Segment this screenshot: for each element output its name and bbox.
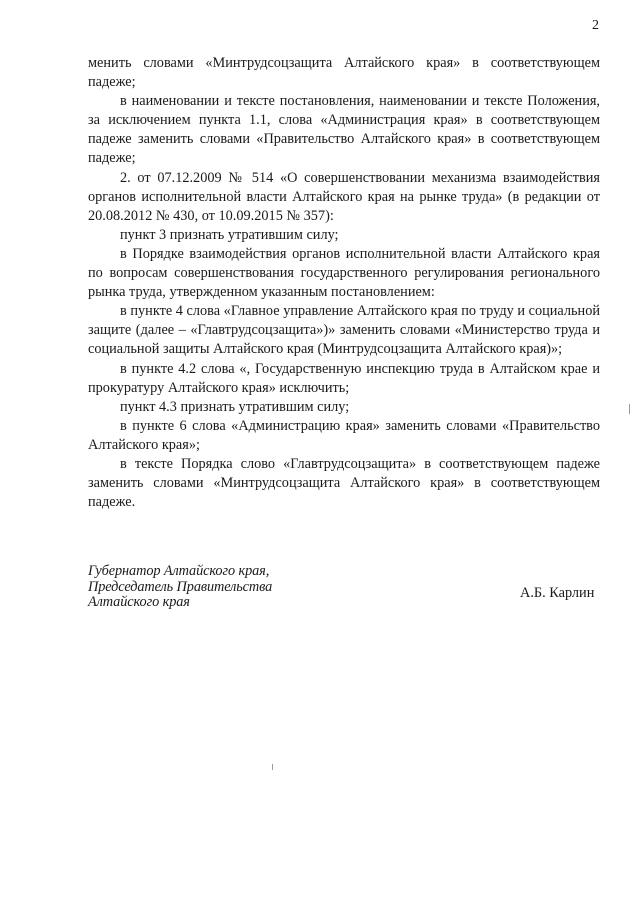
signatory-name: А.Б. Карлин [520,585,595,601]
paragraph: в наименовании и тексте постановления, наименовании и тексте Положения, за исключением пункта 1.1, слова «Администрация края» в соответствующем падеже заменить словами «Правительство Алтайского края» в соответствующем падеже; [88,93,600,167]
paragraph: пункт 4.3 признать утратившим силу; [120,398,350,415]
paragraph: пункт 3 признать утратившим силу; [120,226,339,243]
signature-block [88,564,600,611]
paragraph: 2. от 07.12.2009 № 514 «О совершенствовании механизма взаимодействия органов исполнительной власти Алтайского края на рынке труда» (в редакции от 20.08.2012 № 430, от 10.09.2015 № 357): [88,169,600,224]
signatory-title-line: Губернатор Алтайского края, [88,563,270,579]
document-body [88,54,600,512]
paragraph: в пункте 6 слова «Администрацию края» заменить словами «Правительство Алтайского края»; [88,417,600,453]
paragraph: в тексте Порядка слово «Главтрудсоцзащита» в соответствующем падеже заменить словами «Минтрудсоцзащита Алтайского края» в соответствующем падеже. [88,455,600,511]
signatory-title-line: Алтайского края [88,594,190,610]
paragraph: в пункте 4 слова «Главное управление Алтайского края по труду и социальной защите (далее – «Главтрудсоцзащита»)» заменить словами «Министерство труда и социальной защиты Алтайского края (Минтрудсоцзащита Алтайского края)»; [88,303,600,358]
paragraph: в пункте 4.2 слова «, Государственную инспекцию труда в Алтайском крае и прокуратуру Алтайского края» исключить; [88,360,600,396]
page-number: 2 [592,18,599,33]
scan-speck [629,404,630,414]
scan-speck [272,764,273,770]
paragraph: в Порядке взаимодействия органов исполнительной власти Алтайского края по вопросам совершенствования государственного регулирования регионального рынка труда, утвержденном указанным постановлением: [88,245,600,301]
signatory-title-line: Председатель Правительства [88,578,273,595]
paragraph: менить словами «Минтрудсоцзащита Алтайского края» в соответствующем падеже; [88,55,600,91]
